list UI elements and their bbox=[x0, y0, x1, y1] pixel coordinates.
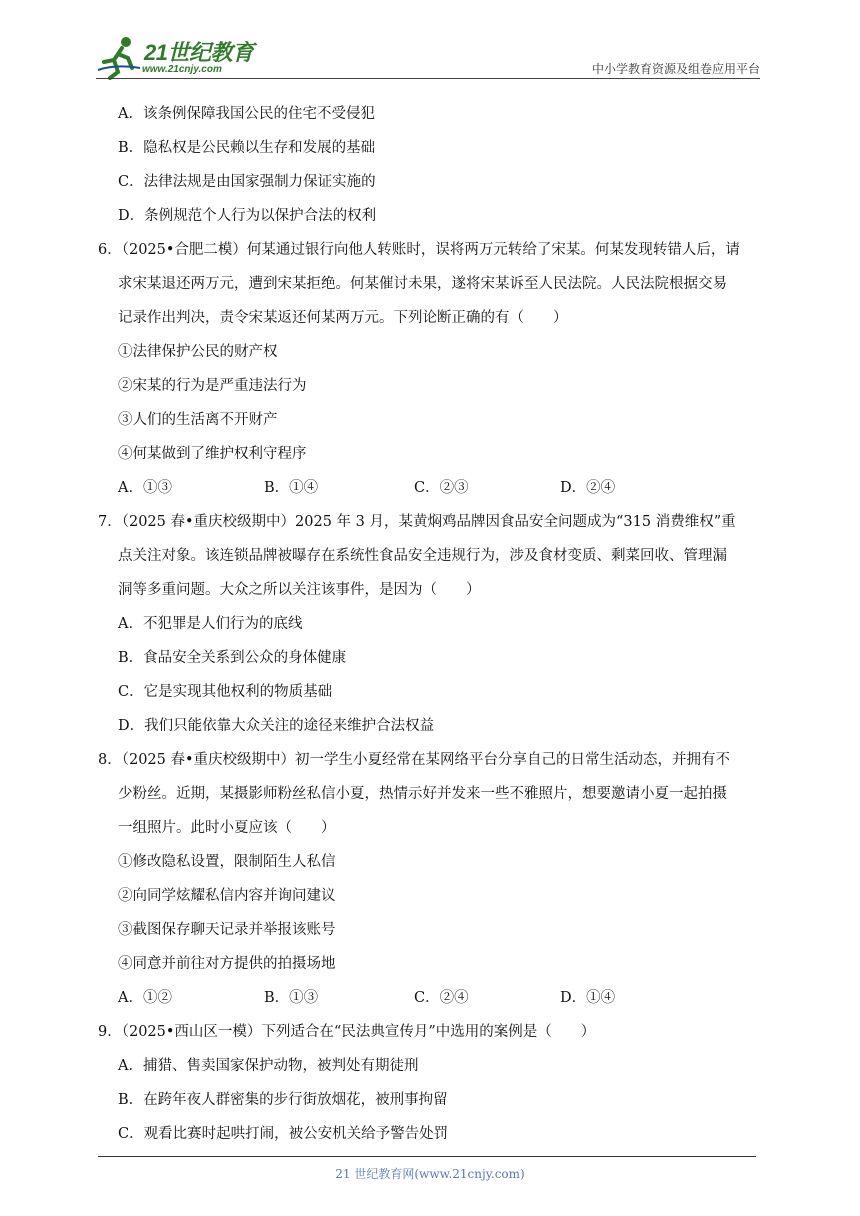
logo-text: 21世纪教育 bbox=[144, 40, 254, 65]
q6-stem-line-1: 6．（2025•合肥二模）何某通过银行向他人转账时，误将两万元转给了宋某。何某发现转错人后，请 bbox=[98, 242, 740, 258]
logo-url: www.21cnjy.com bbox=[142, 64, 222, 75]
footer-link[interactable]: 21 世纪教育网(www.21cnjy.com) bbox=[335, 1167, 525, 1181]
q6-choice-c: C．②③ bbox=[414, 480, 469, 496]
q8-stem-line-1: 8．（2025 春•重庆校级期中）初一学生小夏经常在某网络平台分享自己的日常生活动态，并拥有不 bbox=[98, 752, 731, 768]
q6-statement-3: ③人们的生活离不开财产 bbox=[118, 412, 278, 428]
q6-statement-2: ②宋某的行为是严重违法行为 bbox=[118, 378, 307, 394]
q5-option-c: C．法律法规是由国家强制力保证实施的 bbox=[118, 174, 376, 190]
q8-statement-2: ②向同学炫耀私信内容并询问建议 bbox=[118, 888, 336, 904]
q7-stem-line-1: 7．（2025 春•重庆校级期中）2025 年 3 月，某黄焖鸡品牌因食品安全问题成为“315 消费维权”重 bbox=[98, 514, 736, 530]
q6-stem-line-2: 求宋某退还两万元，遭到宋某拒绝。何某催讨未果，遂将宋某诉至人民法院。人民法院根据交易 bbox=[118, 276, 727, 292]
q9-stem-line-1: 9．（2025•西山区一模）下列适合在“民法典宣传月”中选用的案例是（ ） bbox=[98, 1024, 596, 1040]
q8-statement-1: ①修改隐私设置，限制陌生人私信 bbox=[118, 854, 336, 870]
q8-stem-line-2: 少粉丝。近期，某摄影师粉丝私信小夏，热情示好并发来一些不雅照片，想要邀请小夏一起拍摄 bbox=[118, 786, 727, 802]
q5-option-b: B．隐私权是公民赖以生存和发展的基础 bbox=[118, 140, 376, 156]
q6-choice-a: A．①③ bbox=[118, 480, 172, 496]
q6-choice-d: D．②④ bbox=[560, 480, 616, 496]
footer-divider bbox=[98, 1156, 756, 1157]
q8-statement-3: ③截图保存聊天记录并举报该账号 bbox=[118, 922, 336, 938]
q6-statement-1: ①法律保护公民的财产权 bbox=[118, 344, 278, 360]
q6-statement-4: ④何某做到了维护权利守程序 bbox=[118, 446, 307, 462]
q7-option-a: A．不犯罪是人们行为的底线 bbox=[118, 616, 303, 632]
page-header bbox=[96, 30, 760, 82]
q8-stem-line-3: 一组照片。此时小夏应该（ ） bbox=[118, 820, 336, 836]
q9-option-a: A．捕猎、售卖国家保护动物，被判处有期徒刑 bbox=[118, 1058, 419, 1074]
q8-choice-b: B．①③ bbox=[264, 990, 319, 1006]
q9-option-b: B．在跨年夜人群密集的步行街放烟花，被刑事拘留 bbox=[118, 1092, 448, 1108]
q7-stem-line-2: 点关注对象。该连锁品牌被曝存在系统性食品安全违规行为，涉及食材变质、剩菜回收、管理漏 bbox=[118, 548, 727, 564]
q5-option-d: D．条例规范个人行为以保护合法的权利 bbox=[118, 208, 377, 224]
header-divider bbox=[96, 78, 760, 79]
q8-choice-d: D．①④ bbox=[560, 990, 616, 1006]
site-logo[interactable] bbox=[96, 34, 266, 80]
q7-option-b: B．食品安全关系到公众的身体健康 bbox=[118, 650, 347, 666]
q8-choice-c: C．②④ bbox=[414, 990, 469, 1006]
q7-stem-line-3: 洞等多重问题。大众之所以关注该事件，是因为（ ） bbox=[118, 582, 481, 598]
q7-option-c: C．它是实现其他权利的物质基础 bbox=[118, 684, 333, 700]
q8-choice-a: A．①② bbox=[118, 990, 172, 1006]
platform-name: 中小学教育资源及组卷应用平台 bbox=[591, 62, 760, 76]
q6-stem-line-3: 记录作出判决，责令宋某返还何某两万元。下列论断正确的有（ ） bbox=[118, 310, 568, 326]
q6-choice-b: B．①④ bbox=[264, 480, 319, 496]
runner-logo-icon bbox=[96, 34, 144, 80]
q8-statement-4: ④同意并前往对方提供的拍摄场地 bbox=[118, 956, 336, 972]
q7-option-d: D．我们只能依靠大众关注的途径来维护合法权益 bbox=[118, 718, 435, 734]
q9-option-c: C．观看比赛时起哄打闹，被公安机关给予警告处罚 bbox=[118, 1126, 449, 1142]
q5-option-a: A．该条例保障我国公民的住宅不受侵犯 bbox=[118, 106, 375, 122]
